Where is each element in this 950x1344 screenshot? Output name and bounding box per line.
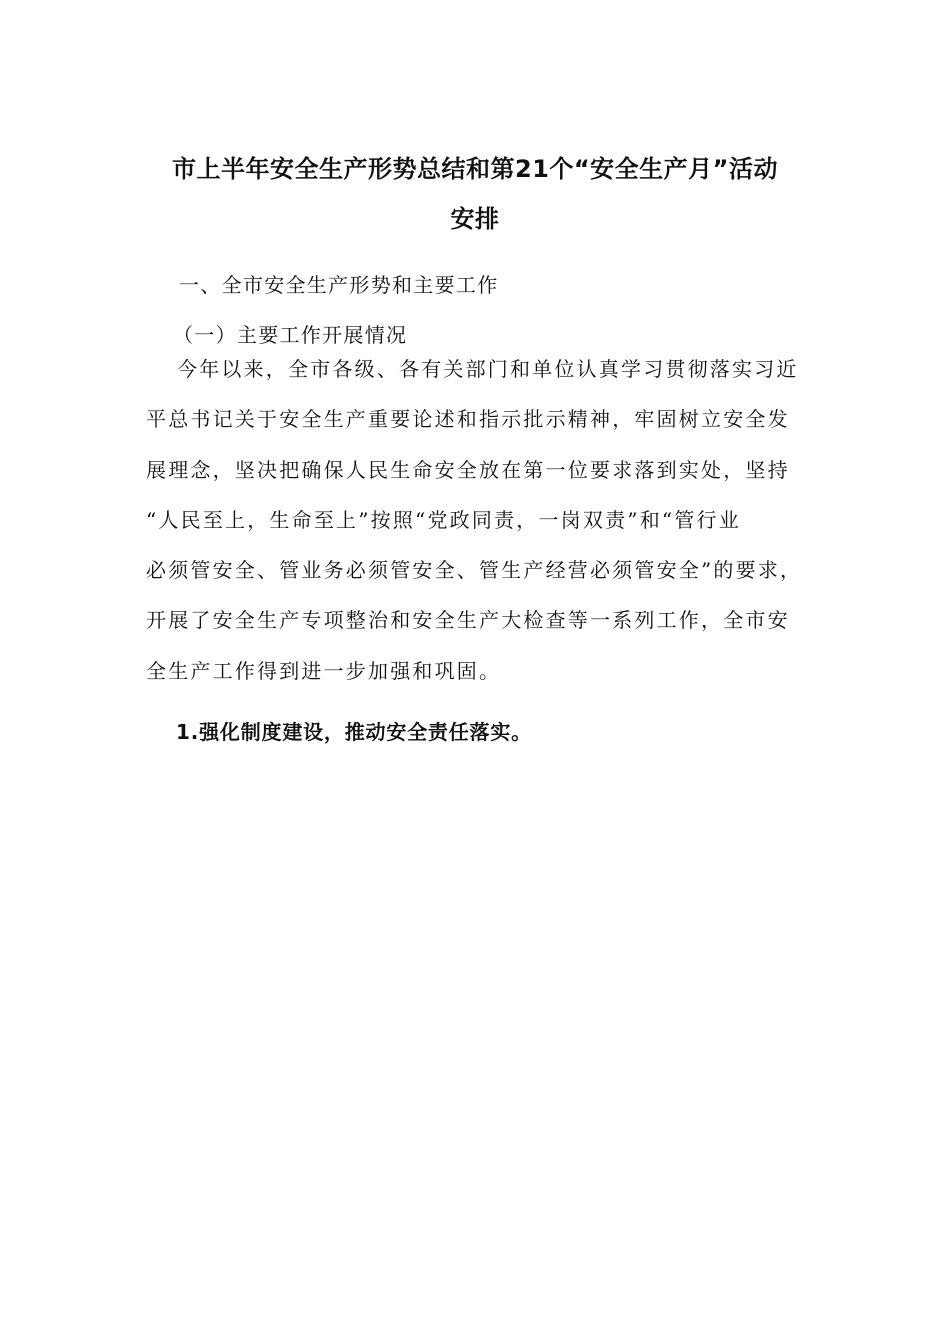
point-heading: 1.强化制度建设，推动安全责任落实。 bbox=[176, 720, 532, 744]
section-heading: 一、全市安全生产形势和主要工作 bbox=[179, 273, 499, 297]
body-line: 必须管安全、管业务必须管安全、管生产经营必须管安全”的要求， bbox=[146, 558, 803, 583]
body-line: “人民至上，生命至上”按照“党政同责，一岗双责”和“管行业 bbox=[146, 507, 741, 532]
body-line: 开展了安全生产专项整治和安全生产大检查等一系列工作，全市安 bbox=[146, 608, 790, 633]
document-title-line-2: 安排 bbox=[450, 205, 500, 233]
body-line: 平总书记关于安全生产重要论述和指示批示精神，牢固树立安全发 bbox=[146, 407, 790, 432]
body-line: 今年以来，全市各级、各有关部门和单位认真学习贯彻落实习近 bbox=[177, 357, 799, 381]
subsection-heading: （一）主要工作开展情况 bbox=[173, 323, 408, 347]
body-paragraph bbox=[146, 344, 810, 696]
document-title-line-1: 市上半年安全生产形势总结和第21个“安全生产月”活动 bbox=[172, 155, 778, 183]
body-line: 展理念，坚决把确保人民生命安全放在第一位要求落到实处，坚持 bbox=[146, 457, 790, 482]
body-line: 全生产工作得到进一步加强和巩固。 bbox=[146, 658, 502, 683]
